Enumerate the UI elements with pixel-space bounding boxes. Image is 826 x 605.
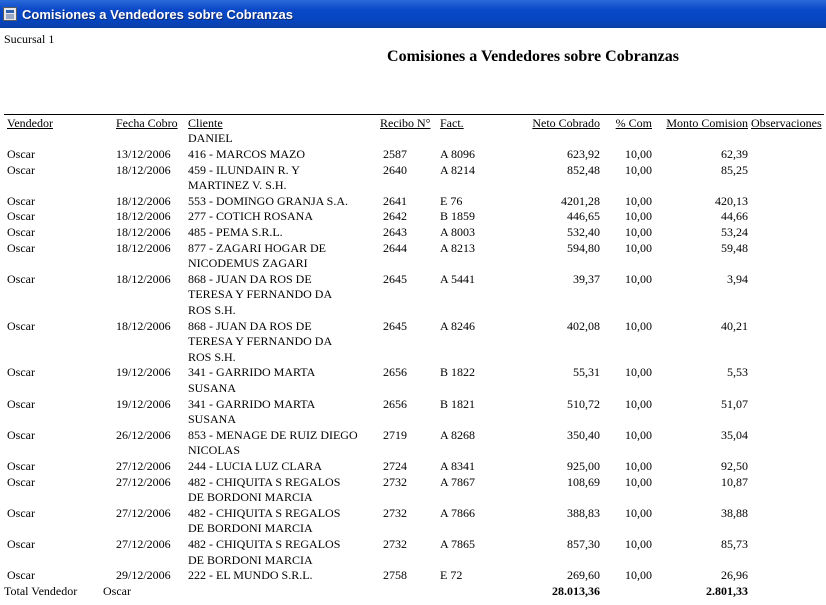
cell-cliente: 277 - COTICH ROSANA: [188, 209, 314, 224]
cell-monto-comision: 44,66: [721, 209, 748, 224]
cell-neto-cobrado: 402,08: [567, 318, 600, 333]
cell-neto-cobrado: 108,69: [567, 474, 600, 489]
cell-cliente: 416 - MARCOS MAZO: [188, 147, 306, 161]
report-title: Comisiones a Vendedores sobre Cobranzas: [387, 48, 679, 65]
cell-fecha-cobro: 19/12/2006: [116, 396, 171, 411]
cell-fact: A 5441: [440, 271, 476, 286]
window-titlebar[interactable]: [0, 0, 826, 28]
cell-monto-comision: 3,94: [727, 271, 748, 286]
cell-recibo: 2644: [383, 240, 407, 255]
cell-porcentaje-com: 10,00: [625, 162, 652, 177]
cell-recibo: 2642: [383, 209, 407, 224]
cell-fact: E 76: [440, 193, 463, 208]
cell-porcentaje-com: 10,00: [625, 427, 652, 442]
cell-neto-cobrado: 510,72: [567, 396, 600, 411]
cell-recibo: 2640: [383, 162, 407, 177]
cell-monto-comision: 59,48: [721, 240, 748, 255]
cell-vendedor: Oscar: [7, 147, 35, 161]
cell-monto-comision: 10,87: [721, 474, 748, 489]
cell-cliente: 553 - DOMINGO GRANJA S.A.: [188, 193, 349, 208]
cell-cliente: 868 - JUAN DA ROS DE: [188, 318, 312, 333]
cell-fact: A 8214: [440, 162, 476, 177]
cell-cliente: 482 - CHIQUITA S REGALOS: [188, 474, 341, 489]
cell-fecha-cobro: 13/12/2006: [116, 147, 171, 161]
cell-cliente: ROS S.H.: [188, 303, 236, 317]
cell-porcentaje-com: 10,00: [625, 459, 652, 473]
cell-fact: A 8268: [440, 427, 476, 442]
report-area: [0, 28, 826, 605]
header-fecha-cobro: Fecha Cobro: [116, 116, 178, 130]
cell-fecha-cobro: 27/12/2006: [116, 459, 171, 473]
cell-neto-cobrado: 269,60: [567, 568, 600, 583]
cell-cliente: 877 - ZAGARI HOGAR DE: [188, 240, 326, 255]
cell-cliente: 482 - CHIQUITA S REGALOS: [188, 537, 341, 551]
cell-cliente: 244 - LUCIA LUZ CLARA: [188, 459, 322, 473]
cell-porcentaje-com: 10,00: [625, 396, 652, 411]
total-neto-cobrado: 28.013,36: [552, 583, 600, 598]
total-vendedor-label: Total Vendedor: [4, 583, 78, 598]
cell-cliente: 485 - PEMA S.R.L.: [188, 225, 283, 239]
header-recibo: Recibo N°: [380, 116, 431, 130]
cell-cliente: 341 - GARRIDO MARTA: [188, 396, 316, 411]
cell-vendedor: Oscar: [7, 240, 35, 255]
cell-vendedor: Oscar: [7, 474, 35, 489]
cell-neto-cobrado: 39,37: [573, 271, 600, 286]
cell-porcentaje-com: 10,00: [625, 193, 652, 208]
cell-vendedor: Oscar: [7, 209, 35, 224]
cell-fecha-cobro: 18/12/2006: [116, 318, 171, 333]
cell-porcentaje-com: 10,00: [625, 318, 652, 333]
cell-recibo: 2587: [383, 147, 407, 161]
cell-monto-comision: 92,50: [721, 459, 748, 473]
cell-recibo: 2758: [383, 568, 407, 583]
cell-porcentaje-com: 10,00: [625, 147, 652, 161]
cell-fecha-cobro: 29/12/2006: [116, 568, 171, 583]
cell-vendedor: Oscar: [7, 396, 35, 411]
cell-cliente: DE BORDONI MARCIA: [188, 552, 313, 567]
cell-fact: A 7865: [440, 537, 476, 551]
cell-fecha-cobro: 26/12/2006: [116, 427, 171, 442]
cell-vendedor: Oscar: [7, 505, 35, 520]
cell-fact: B 1859: [440, 209, 476, 224]
cell-porcentaje-com: 10,00: [625, 209, 652, 224]
cell-cliente: TERESA Y FERNANDO DA: [188, 334, 333, 349]
cell-recibo: 2645: [383, 271, 407, 286]
cell-fact: B 1821: [440, 396, 476, 411]
cell-fecha-cobro: 18/12/2006: [116, 271, 171, 286]
cell-fact: A 8341: [440, 459, 476, 473]
cell-vendedor: Oscar: [7, 193, 35, 208]
cell-cliente: 222 - EL MUNDO S.R.L.: [188, 568, 313, 583]
cell-vendedor: Oscar: [7, 365, 35, 380]
cell-porcentaje-com: 10,00: [625, 240, 652, 255]
cell-recibo: 2732: [383, 505, 407, 520]
cell-monto-comision: 40,21: [721, 318, 748, 333]
cell-monto-comision: 5,53: [727, 365, 748, 380]
cell-porcentaje-com: 10,00: [625, 271, 652, 286]
cell-neto-cobrado: 852,48: [567, 162, 600, 177]
cell-neto-cobrado: 55,31: [573, 365, 600, 380]
cell-vendedor: Oscar: [7, 225, 35, 239]
cell-fact: A 7867: [440, 474, 476, 489]
cell-porcentaje-com: 10,00: [625, 474, 652, 489]
cell-neto-cobrado: 594,80: [567, 240, 600, 255]
cell-neto-cobrado: 623,92: [567, 147, 600, 161]
cell-fecha-cobro: 18/12/2006: [116, 193, 171, 208]
cell-monto-comision: 26,96: [721, 568, 748, 583]
cell-fecha-cobro: 19/12/2006: [116, 365, 171, 380]
cell-monto-comision: 35,04: [721, 427, 748, 442]
cell-monto-comision: 85,73: [721, 537, 748, 551]
cell-cliente: MARTINEZ V. S.H.: [188, 178, 287, 193]
cell-vendedor: Oscar: [7, 427, 35, 442]
cell-recibo: 2719: [383, 427, 407, 442]
cell-recibo: 2732: [383, 474, 407, 489]
cell-neto-cobrado: 446,65: [567, 209, 600, 224]
cell-neto-cobrado: 4201,28: [561, 193, 600, 208]
cell-porcentaje-com: 10,00: [625, 225, 652, 239]
cell-cliente: NICODEMUS ZAGARI: [188, 256, 308, 271]
cell-vendedor: Oscar: [7, 318, 35, 333]
cell-vendedor: Oscar: [7, 537, 35, 551]
cell-porcentaje-com: 10,00: [625, 365, 652, 380]
total-vendedor-name: Oscar: [103, 583, 131, 598]
cell-fact: A 8246: [440, 318, 476, 333]
cell-neto-cobrado: 857,30: [567, 537, 600, 551]
cell-recibo: 2643: [383, 225, 407, 239]
cell-monto-comision: 38,88: [721, 505, 748, 520]
cell-cliente: NICOLAS: [188, 443, 241, 458]
cell-porcentaje-com: 10,00: [625, 537, 652, 551]
cell-monto-comision: 51,07: [721, 396, 748, 411]
cell-fact: A 8213: [440, 240, 476, 255]
cell-fecha-cobro: 27/12/2006: [116, 537, 171, 551]
header-cliente: Cliente: [188, 116, 223, 130]
cell-recibo: 2641: [383, 193, 407, 208]
cell-neto-cobrado: 350,40: [567, 427, 600, 442]
cell-fact: E 72: [440, 568, 463, 583]
continued-cliente-line: DANIEL: [188, 131, 233, 145]
cell-fecha-cobro: 18/12/2006: [116, 209, 171, 224]
cell-porcentaje-com: 10,00: [625, 505, 652, 520]
cell-neto-cobrado: 532,40: [567, 225, 600, 239]
cell-monto-comision: 420,13: [715, 193, 748, 208]
cell-neto-cobrado: 925,00: [567, 459, 600, 473]
cell-cliente: 482 - CHIQUITA S REGALOS: [188, 505, 341, 520]
cell-recibo: 2732: [383, 537, 407, 551]
cell-recibo: 2656: [383, 365, 407, 380]
cell-fact: A 7866: [440, 505, 476, 520]
cell-fact: A 8003: [440, 225, 476, 239]
cell-cliente: DE BORDONI MARCIA: [188, 490, 313, 505]
header-observaciones: Observaciones: [751, 116, 822, 130]
cell-cliente: 341 - GARRIDO MARTA: [188, 365, 316, 380]
cell-recibo: 2645: [383, 318, 407, 333]
app-icon[interactable]: [3, 7, 17, 21]
cell-cliente: ROS S.H.: [188, 349, 236, 364]
cell-fecha-cobro: 18/12/2006: [116, 240, 171, 255]
cell-cliente: DE BORDONI MARCIA: [188, 521, 313, 536]
cell-monto-comision: 85,25: [721, 162, 748, 177]
cell-fecha-cobro: 27/12/2006: [116, 474, 171, 489]
cell-fecha-cobro: 18/12/2006: [116, 162, 171, 177]
header-neto-cobrado: Neto Cobrado: [532, 116, 600, 130]
cell-cliente: 459 - ILUNDAIN R. Y: [188, 162, 300, 177]
window-title: Comisiones a Vendedores sobre Cobranzas: [22, 6, 293, 22]
cell-porcentaje-com: 10,00: [625, 568, 652, 583]
cell-recibo: 2656: [383, 396, 407, 411]
cell-vendedor: Oscar: [7, 568, 35, 583]
cell-fact: B 1822: [440, 365, 476, 380]
cell-cliente: 853 - MENAGE DE RUIZ DIEGO: [188, 427, 358, 442]
cell-fact: A 8096: [440, 147, 476, 161]
cell-recibo: 2724: [383, 459, 407, 473]
cell-neto-cobrado: 388,83: [567, 505, 600, 520]
header-divider: [4, 114, 824, 115]
header-vendedor: Vendedor: [7, 116, 53, 130]
header-fact: Fact.: [440, 116, 464, 130]
cell-vendedor: Oscar: [7, 162, 35, 177]
cell-monto-comision: 62,39: [721, 147, 748, 161]
cell-cliente: 868 - JUAN DA ROS DE: [188, 271, 312, 286]
cell-cliente: TERESA Y FERNANDO DA: [188, 287, 333, 302]
total-monto-comision: 2.801,33: [706, 583, 748, 598]
header-monto-comision: Monto Comision: [666, 116, 748, 130]
sucursal-label: Sucursal 1: [4, 32, 55, 46]
cell-monto-comision: 53,24: [721, 225, 748, 239]
cell-fecha-cobro: 27/12/2006: [116, 505, 171, 520]
cell-vendedor: Oscar: [7, 271, 35, 286]
header-porcentaje-com: % Com: [615, 116, 652, 130]
cell-fecha-cobro: 18/12/2006: [116, 225, 171, 239]
cell-cliente: SUSANA: [188, 412, 237, 427]
cell-cliente: SUSANA: [188, 381, 237, 395]
cell-vendedor: Oscar: [7, 459, 35, 473]
